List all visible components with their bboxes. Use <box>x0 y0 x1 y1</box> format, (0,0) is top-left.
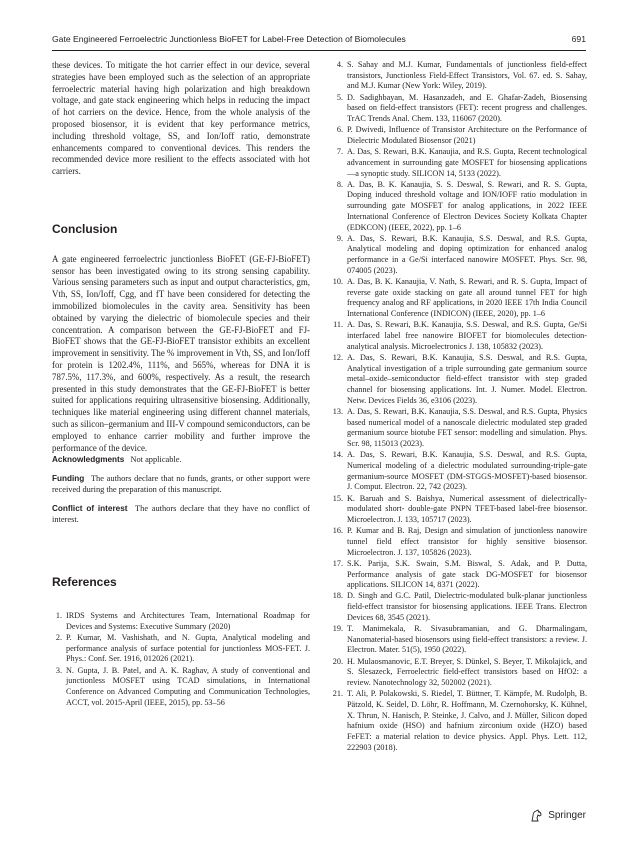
reference-number: 20. <box>332 656 343 666</box>
reference-item <box>329 407 587 450</box>
declaration-label: Conflict of interest <box>52 504 128 514</box>
reference-text: A. Das, S. Rewari, B.K. Kanaujia, S.S. Deswal, and R.S. Gupta, Ge/Si interfaced label free nanowire BIOFET for biomolecules detection-analytical analysis. Microelectronics J. 138, 105832 (2023). <box>347 320 587 351</box>
reference-text: A. Das, S. Rewari, B.K. Kanaujia, S.S. Deswal, and R.S. Gupta, Analytical investigation of a triple surrounding gate germanium source metal–oxide–semiconductor field-effect transistor with step graded channel for biosensing applications. Int. J. Numer. Model. Electron. Netw. Devices Fields 36, e3106 (2023). <box>347 352 587 405</box>
reference-number: 3. <box>55 665 62 675</box>
reference-text: P. Kumar and B. Raj, Design and simulation of junctionless nanowire tunnel field effect transistor for highly sensitive biosensor. Microelectron. J. 137, 105826 (2023). <box>347 526 587 557</box>
reference-number: 18. <box>332 591 343 601</box>
reference-text: S.K. Parija, S.K. Swain, S.M. Biswal, S. Adak, and P. Dutta, Performance analysis of gate stack DG-MOSFET for biosensor applications. SILICON 14, 8371 (2022). <box>347 558 587 590</box>
reference-text: A. Das, S. Rewari, B.K. Kanaujia, S.S. Deswal, and R.S. Gupta, Analytical modeling and doping optimization for enhanced analog performance in a Ge/Si interfaced nanowire MOSFET. Phys. Scr. 98, 074005 (2023). <box>347 233 587 275</box>
reference-item <box>52 633 310 665</box>
reference-number: 1. <box>55 611 62 621</box>
left-column <box>52 60 310 709</box>
reference-item <box>329 559 587 591</box>
running-header <box>52 28 586 51</box>
reference-item <box>329 591 587 623</box>
reference-text: T. Manimekala, R. Sivasubramanian, and G. Dharmalingam, Nanomaterial-based biosensors using field-effect transistors: a review. J. Electron. Mater. 51(5), 1950 (2022). <box>347 624 587 655</box>
reference-item <box>329 147 587 179</box>
reference-item <box>329 93 587 125</box>
declaration-label: Acknowledgments <box>52 455 125 465</box>
publisher-footer <box>530 809 586 822</box>
reference-number: 16. <box>332 526 343 536</box>
reference-item <box>329 234 587 277</box>
reference-number: 5. <box>336 92 343 102</box>
declaration-text: The authors declare that they have no conflict of interest. <box>52 504 310 525</box>
reference-number: 8. <box>336 179 343 189</box>
reference-number: 10. <box>332 277 343 287</box>
reference-number: 15. <box>332 493 343 503</box>
reference-text: T. Ali, P. Polakowski, S. Riedel, T. Büttner, T. Kämpfe, M. Rudolph, B. Pätzold, K. Seidel, D. Löhr, R. Hoffmann, M. Czernohorsky, K. Kühnel, X. Thrun, N. Hanisch, P. Steinke, J. Calvo, and J. Müller, Silicon doped hafnium oxide (HSO) and hafnium zirconium oxide (HZO) based FeFET: a material relation to device physics. Appl. Phys. Lett. 112, 222903 (2018). <box>347 689 587 752</box>
reference-number: 21. <box>332 689 343 699</box>
reference-text: IRDS Systems and Architectures Team, International Roadmap for Devices and Systems: Executive Summary (2020) <box>66 611 310 631</box>
reference-number: 6. <box>336 125 343 135</box>
reference-number: 9. <box>336 233 343 243</box>
reference-number: 19. <box>332 624 343 634</box>
reference-item <box>329 60 587 92</box>
springer-horse-icon <box>530 809 543 822</box>
reference-text: P. Kumar, M. Vashishath, and N. Gupta, Analytical modeling and performance analysis of surface potential for junctionless MOS-FET. J. Phys.: Conf. Ser. 1916, 012026 (2021). <box>66 633 310 664</box>
reference-item <box>329 624 587 656</box>
reference-item <box>329 353 587 407</box>
reference-text: S. Sahay and M.J. Kumar, Fundamentals of junctionless field-effect transistors, Junctionless Field-Effect Transistors, Vol. 67. ed. S. Sahay, and M.J. Kumar (New York: Wiley, 2019). <box>347 60 587 91</box>
declaration-label: Funding <box>52 474 85 484</box>
reference-text: K. Baruah and S. Baishya, Numerical assessment of dielectrically-modulated short- double-gate PNPN TFET-based label-free biosensor. Microelectron. J. 133, 105717 (2023). <box>347 493 587 525</box>
reference-item <box>52 666 310 709</box>
reference-item <box>329 180 587 234</box>
reference-text: A. Das, S. Rewari, B.K. Kanaujia, S.S. Deswal, and R.S. Gupta, Numerical modeling of a dielectric modulated surrounding-triple-gate germanium-source MOSFET (DM-STGGS-MOSFET)-based biosensor. J. Comput. Electron. 22, 742 (2023). <box>347 450 587 492</box>
reference-text: D. Singh and G.C. Patil, Dielectric-modulated bulk-planar junctionless field-effect transistor for biosensing applications. IEEE Trans. Electron Devices 68, 3545 (2021). <box>347 591 587 622</box>
reference-item <box>329 125 587 146</box>
publisher-name: Springer <box>548 810 586 821</box>
reference-item <box>329 450 587 493</box>
reference-text: N. Gupta, J. B. Patel, and A. K. Raghav, A study of conventional and junctionless MOSFET using TCAD simulations, in International Conference on Advanced Computing and Communication Technologies, ACCT, vol. 2015-April (IEEE, 2015), pp. 53–56 <box>66 665 310 707</box>
reference-text: A. Das, B. K. Kanaujia, S. S. Deswal, S. Rewari, and R. S. Gupta, Doping induced threshold voltage and ION/IOFF ratio modulation in surrounding gate MOSFET for analog applications, in 2022 IEEE International Conference of Electron Devices Society Kolkata Chapter (EDKCON) (IEEE, 2022), pp. 1–6 <box>347 179 587 232</box>
reference-list-right <box>329 60 587 754</box>
reference-item <box>52 611 310 632</box>
conclusion-paragraph: A gate engineered ferroelectric junctionless BioFET (GE-FJ-BioFET) sensor has been investigated owing to its strong sensing capability. Various sensing parameters such as input and output characteristics, gm, Vth, SS, Ion/Ioff, Cgg, and fT have been considered for detecting the immobilized biomolecules in the cavity area. Sensitivity has been obtained by varying the dielectric of biomolecule species and their concentration. A comparison between the GE-FJ-BioFET and FJ-BioFET shows that the GE-FJ-BioFET transistor exhibits an excellent improvement in sensitivity. The % improvement in Vth, SS, and Ion/Ioff for protein is 1202.4%, 111%, and 565%, whereas for DNA it is 787.5%, 117.3%, and 600%, respectively. As a result, the research presented in this study demonstrates that the GE-FJ-BioFET is better suited for applications requiring ultrasensitive biosensing. Additionally, techniques like material engineering using different channel materials, such as silicon–germanium and III-V compound semiconductors, can be employed to enhance carrier mobility and further improve the performance of the device. <box>52 253 310 453</box>
reference-number: 14. <box>332 450 343 460</box>
conclusion-heading: Conclusion <box>52 221 118 236</box>
reference-number: 12. <box>332 352 343 362</box>
reference-text: A. Das, S. Rewari, B.K. Kanaujia, and R.S. Gupta, Recent technological advancement in surrounding gate MOSFET for biosensing applications—a synoptic study. SILICON 14, 5133 (2022). <box>347 147 587 178</box>
reference-item <box>329 657 587 689</box>
reference-number: 13. <box>332 407 343 416</box>
reference-number: 2. <box>55 633 62 643</box>
reference-text: H. Mulaosmanovic, E.T. Breyer, S. Dünkel, S. Beyer, T. Mikolajick, and S. Slesazeck, Ferroelectric field-effect transistors based on HfO2: a review. Nanotechnology 32, 502002 (2021). <box>347 656 587 688</box>
reference-item <box>329 494 587 526</box>
page-number: 691 <box>571 34 586 44</box>
reference-number: 4. <box>336 60 343 69</box>
reference-item <box>329 526 587 558</box>
references-heading: References <box>52 575 117 590</box>
acknowledgments-statement <box>52 454 310 465</box>
reference-number: 11. <box>333 320 343 330</box>
reference-number: 17. <box>332 558 343 568</box>
reference-item <box>329 689 587 753</box>
reference-list-left <box>52 611 310 708</box>
reference-item <box>329 320 587 352</box>
reference-text: A. Das, B. K. Kanaujia, V. Nath, S. Rewari, and R. S. Gupta, Impact of reverse gate oxide stacking on gate all around tunnel FET for high frequency analog and RF applications, in 2020 IEEE 17th India Council International Conference (INDICON) (IEEE, 2020), pp. 1–6 <box>347 277 587 319</box>
declaration-text: The authors declare that no funds, grants, or other support were received during the preparation of this manuscript. <box>52 474 310 495</box>
funding-statement <box>52 473 310 495</box>
right-column <box>329 60 587 754</box>
reference-number: 7. <box>336 147 343 157</box>
reference-item <box>329 277 587 320</box>
running-title: Gate Engineered Ferroelectric Junctionless BioFET for Label-Free Detection of Biomolecules <box>52 34 406 44</box>
reference-text: P. Dwivedi, Influence of Transistor Architecture on the Performance of Dielectric Modulated Biosensor (2021) <box>347 125 587 145</box>
intro-paragraph: these devices. To mitigate the hot carrier effect in our device, several strategies have been employed such as the selection of an appropriate ferroelectric material having high polarization and high breakdown voltage, and gate stack engineering which helps in reducing the impact of hot carriers on the device. Hence, from the whole analysis of the proposed biosensor, it is evident that key performance metrics, including threshold voltage, SS, and Ion/Ioff ratio, demonstrate enhancements compared to conventional devices. This renders the recommended device more resilient to the effects associated with hot carriers. <box>52 60 310 177</box>
declaration-text: Not applicable. <box>130 455 182 465</box>
reference-text: A. Das, S. Rewari, B.K. Kanaujia, S.S. Deswal, and R.S. Gupta, Physics based numerical model of a nanoscale dielectric modulated step graded germanium source biotube FET sensor: modelling and simulation. Phys. Scr. 98, 115013 (2023). <box>347 407 587 449</box>
conflict-statement <box>52 503 310 525</box>
reference-text: D. Sadighbayan, M. Hasanzadeh, and E. Ghafar-Zadeh, Biosensing based on field-effect transistors (FET): recent progress and challenges. TrAC Trends Anal. Chem. 133, 116067 (2020). <box>347 92 587 124</box>
